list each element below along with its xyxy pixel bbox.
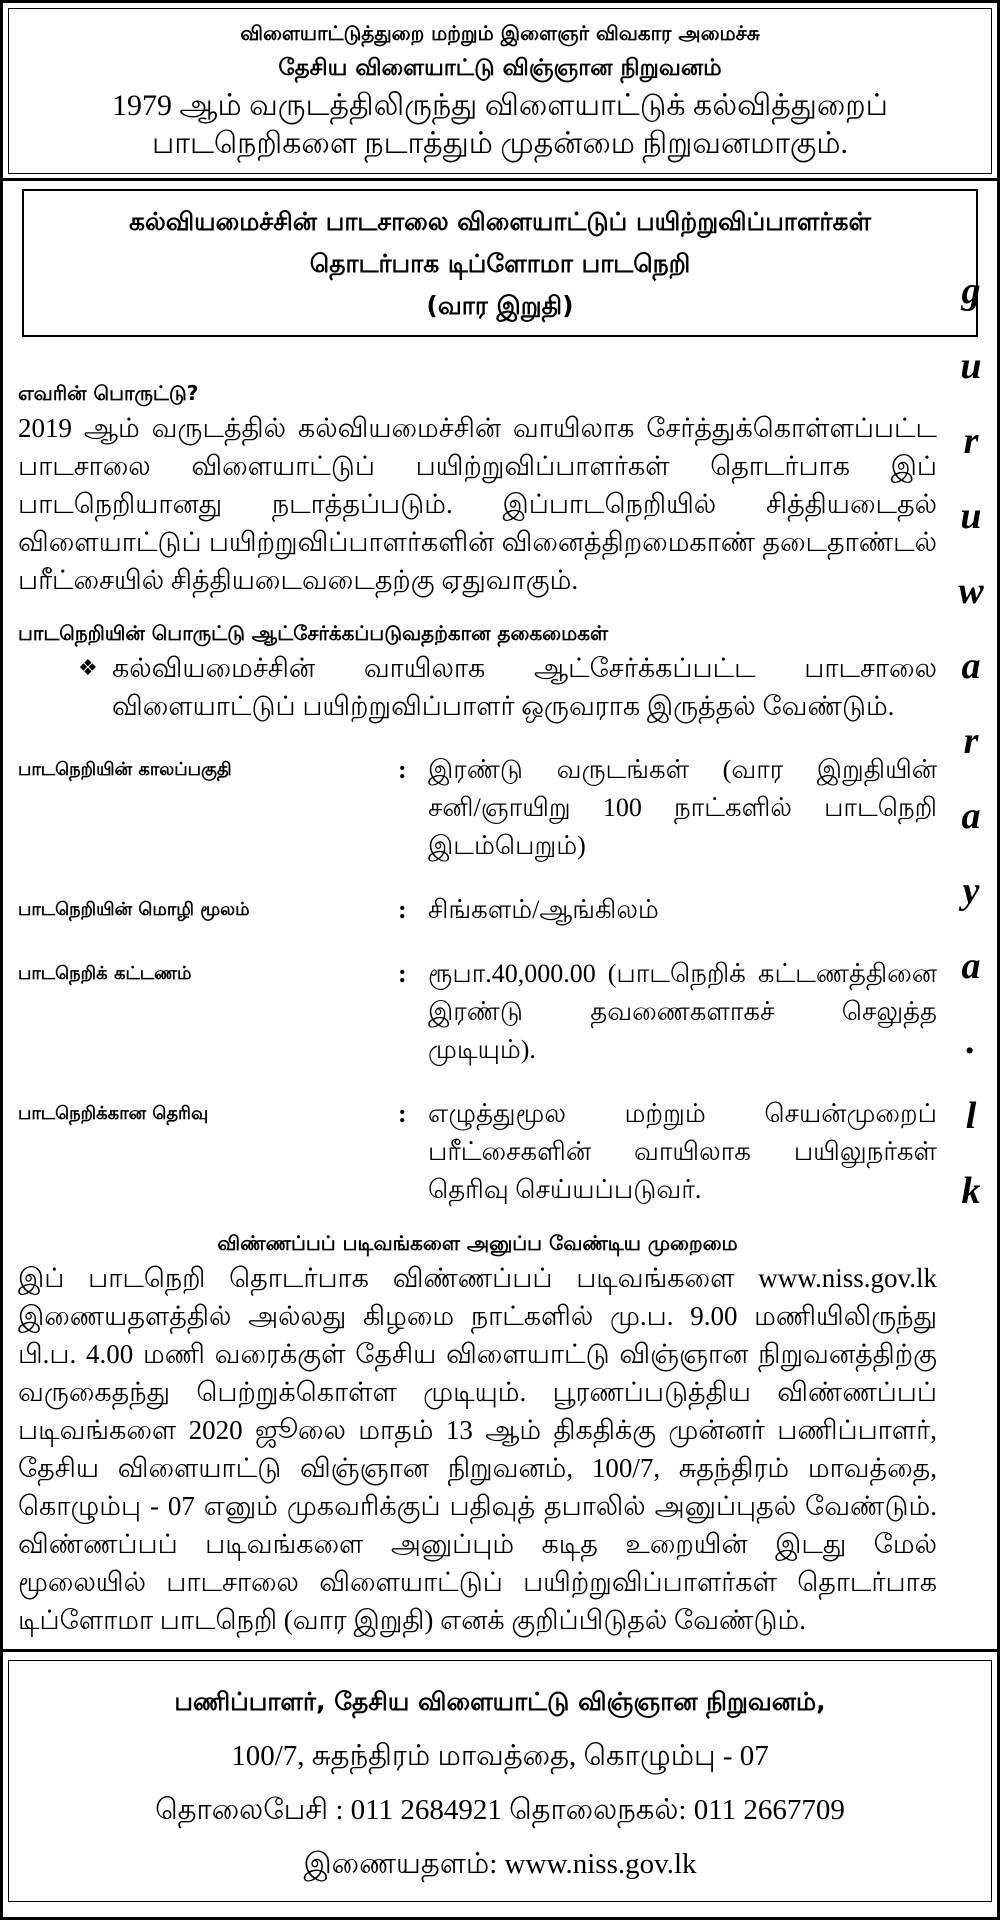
watermark-letter: a (961, 795, 981, 837)
application-line: டிப்ளோமா பாடநெறி (வார இறுதி) எனக் குறிப்பிடுதல் வேண்டும். (18, 1605, 806, 1635)
medium-row (18, 891, 937, 929)
application-line: இப் பாடநெறி தொடர்பாக விண்ணப்பப் படிவங்களை www.niss.gov.lk (18, 1263, 937, 1293)
for-whom-heading: எவரின் பொருட்டு? (18, 381, 199, 405)
ministry-name: விளையாட்டுத்துறை மற்றும் இளைஞர் விவகார அமைச்சு (240, 21, 760, 45)
for-whom-line: பாடநெறியானது நடாத்தப்படும். இப்பாடநெறியில் சித்தியடைதல் (18, 489, 937, 519)
duration-value-line: இடம்பெறும்) (428, 831, 586, 860)
watermark-letter: . (966, 1020, 976, 1062)
watermark-letter: w (958, 570, 984, 612)
tagline-2: பாடநெறிகளை நடாத்தும் முதன்மை நிறுவனமாகும். (151, 127, 849, 160)
selection-row (18, 1095, 937, 1209)
selection-value-line: எழுத்துமூல மற்றும் செயன்முறைப் (428, 1099, 937, 1128)
eligibility-bullet-item (18, 649, 937, 725)
watermark-letter: u (960, 495, 982, 537)
course-title-line-2: தொடர்பாக டிப்ளோமா பாடநெறி (309, 249, 691, 278)
fee-value-line: இரண்டு தவணைகளாகச் செலுத்த (428, 997, 937, 1026)
course-title-line-1: கல்வியமைச்சின் பாடசாலை விளையாட்டுப் பயிற்றுவிப்பாளர்கள் (128, 207, 872, 236)
for-whom-line: 2019 ஆம் வருடத்தில் கல்வியமைச்சின் வாயிலாக சேர்த்துக்கொள்ளப்பட்ட (18, 413, 937, 443)
eligibility-line: விளையாட்டுப் பயிற்றுவிப்பாளர் ஒருவராக இருத்தல் வேண்டும். (112, 691, 895, 721)
fee-value-line: ரூபா.40,000.00 (பாடநெறிக் கட்டணத்தினை (428, 959, 937, 988)
tagline-1: 1979 ஆம் வருடத்திலிருந்து விளையாட்டுக் கல்வித்துறைப் (112, 89, 888, 122)
colon: : (398, 1099, 407, 1128)
eligibility-heading: பாடநெறியின் பொருட்டு ஆட்சேர்க்கப்படுவதற்கான தகைமைகள் (18, 621, 609, 645)
watermark (951, 271, 991, 1246)
duration-value-line: சனி/ஞாயிறு 100 நாட்களில் பாடநெறி (428, 793, 937, 822)
application-section (18, 1227, 937, 1639)
application-line: இணையதளத்தில் அல்லது கிழமை நாட்களில் மு.ப. 9.00 மணியிலிருந்து (18, 1301, 937, 1331)
application-line: பி.ப. 4.00 மணி வரைக்குள் தேசிய விளையாட்டு விஞ்ஞான நிறுவனத்திற்கு (18, 1339, 937, 1369)
main-content (8, 377, 992, 1639)
watermark-letter: u (960, 345, 982, 387)
eligibility-section (18, 617, 937, 725)
application-line: தேசிய விளையாட்டு விஞ்ஞான நிறுவனம், 100/7, சுதந்திரம் மாவத்தை, (18, 1453, 937, 1483)
application-line: கொழும்பு - 07 எனும் முகவரிக்குப் பதிவுத் தபாலில் அனுப்புதல் வேண்டும். (18, 1491, 937, 1521)
medium-value: சிங்களம்/ஆங்கிலம் (428, 895, 659, 924)
watermark-letter: a (961, 645, 981, 687)
watermark-letter: y (962, 870, 980, 912)
eligibility-line: கல்வியமைச்சின் வாயிலாக ஆட்சேர்க்கப்பட்ட பாடசாலை (112, 653, 937, 683)
application-line: மூலையில் பாடசாலை விளையாட்டுப் பயிற்றுவிப்பாளர்கள் தொடர்பாக (18, 1567, 937, 1597)
colon: : (398, 895, 407, 924)
selection-value-line: தெரிவு செய்யப்படுவர். (428, 1175, 702, 1204)
fee-row (18, 955, 937, 1069)
application-line: வருகைதந்து பெற்றுக்கொள்ள முடியும். பூரணப்படுத்திய விண்ணப்பப் (18, 1377, 937, 1407)
watermark-letter: g (961, 270, 981, 312)
for-whom-section (18, 377, 937, 599)
application-line: விண்ணப்பப் படிவங்களை அனுப்பும் கடித உறையின் இடது மேல் (18, 1529, 937, 1559)
selection-value-line: பரீட்சைகளின் வாயிலாக பயிலுநர்கள் (428, 1137, 937, 1166)
divider (3, 178, 997, 181)
selection-label: பாடநெறிக்கான தெரிவு (18, 1103, 209, 1124)
application-heading: விண்ணப்பப் படிவங்களை அனுப்ப வேண்டிய முறைமை (217, 1231, 738, 1255)
watermark-letter: k (961, 1170, 981, 1212)
for-whom-line: பரீட்சையில் சித்தியடைவடைதற்கு ஏதுவாகும். (18, 565, 579, 595)
for-whom-line: விளையாட்டுப் பயிற்றுவிப்பாளர்களின் வினைத்திறமைகாண் தடைதாண்டல் (18, 527, 937, 557)
footer-box (8, 1660, 992, 1902)
watermark-letter: a (961, 945, 981, 987)
application-line: படிவங்களை 2020 ஜூலை மாதம் 13 ஆம் திகதிக்கு முன்னர் பணிப்பாளர், (18, 1415, 937, 1445)
watermark-letter: r (963, 420, 979, 462)
duration-row (18, 751, 937, 865)
watermark-letter: r (963, 720, 979, 762)
colon: : (398, 755, 407, 784)
duration-label: பாடநெறியின் காலப்பகுதி (18, 759, 232, 780)
bullet-icon: ❖ (78, 655, 98, 680)
footer-website: இணையதளம்: www.niss.gov.lk (303, 1848, 697, 1880)
colon: : (398, 959, 407, 988)
header-box (8, 8, 992, 174)
medium-label: பாடநெறியின் மொழி மூலம் (18, 899, 250, 920)
fee-value-line: முடியும்). (428, 1035, 536, 1064)
course-title-line-3: (வார இறுதி) (426, 291, 574, 320)
footer-phone-fax: தொலைபேசி : 011 2684921 தொலைநகல்: 011 2667709 (155, 1794, 845, 1826)
institute-name: தேசிய விளையாட்டு விஞ்ஞான நிறுவனம் (278, 55, 722, 81)
course-title-box (22, 189, 978, 337)
for-whom-line: பாடசாலை விளையாட்டுப் பயிற்றுவிப்பாளர்கள் தொடர்பாக இப் (18, 451, 937, 481)
divider (3, 1649, 997, 1652)
footer-address-name: பணிப்பாளர், தேசிய விளையாட்டு விஞ்ஞான நிறுவனம், (174, 1687, 826, 1716)
duration-value-line: இரண்டு வருடங்கள் (வார இறுதியின் (428, 755, 937, 784)
fee-label: பாடநெறிக் கட்டணம் (18, 963, 192, 984)
watermark-letter: l (965, 1095, 977, 1137)
footer-address: 100/7, சுதந்திரம் மாவத்தை, கொழும்பு - 07 (231, 1740, 769, 1772)
